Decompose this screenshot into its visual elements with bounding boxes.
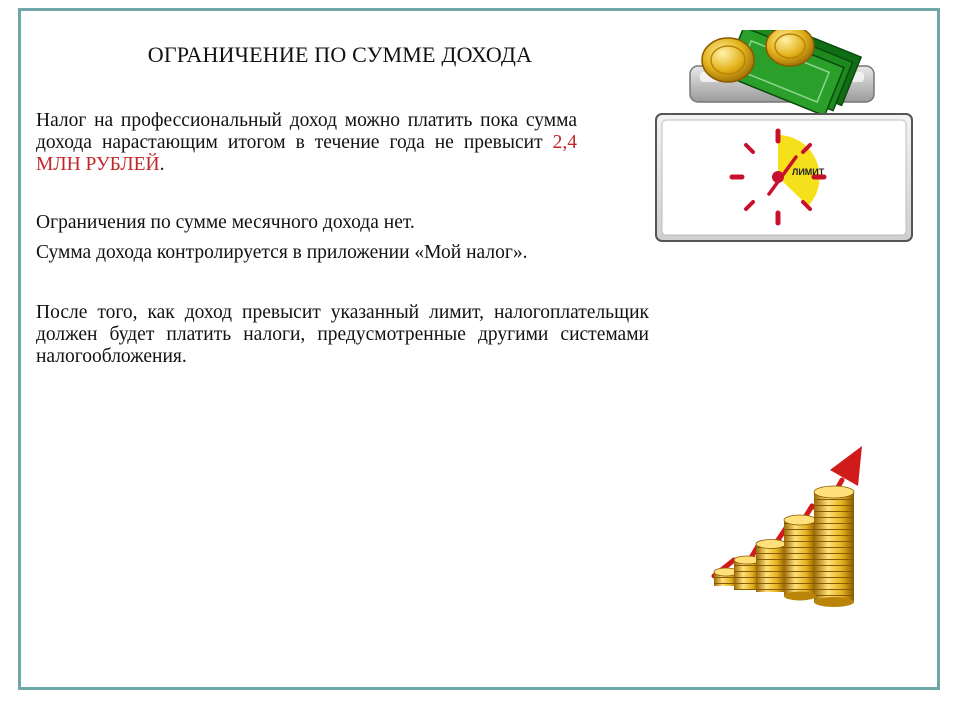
paragraph-app-control: Сумма дохода контролируется в приложении «Мой налог». — [36, 242, 528, 263]
clock-limit-label: ЛИМИТ — [792, 167, 825, 177]
paragraph-income-limit — [36, 110, 577, 176]
limit-clock-money-icon — [652, 30, 916, 246]
paragraph-monthly-limit: Ограничения по сумме месячного дохода нет. — [36, 212, 415, 233]
limit-amount-highlight: 2,4 МЛН РУБЛЕЙ — [36, 132, 577, 175]
slide-title: ОГРАНИЧЕНИЕ ПО СУММЕ ДОХОДА — [147, 42, 533, 67]
coin-stacks-growth-arrow-icon — [700, 440, 900, 615]
paragraph-income-limit-text: Налог на профессиональный доход можно платить пока сумма дохода нарастающим итогом в течение года не превысит — [36, 110, 577, 153]
paragraph-after-limit: После того, как доход превысит указанный лимит, налогоплательщик должен будет платить налоги, предусмотренные другими системами налогообложения. — [36, 302, 649, 367]
paragraph-income-limit-end: . — [159, 154, 165, 175]
